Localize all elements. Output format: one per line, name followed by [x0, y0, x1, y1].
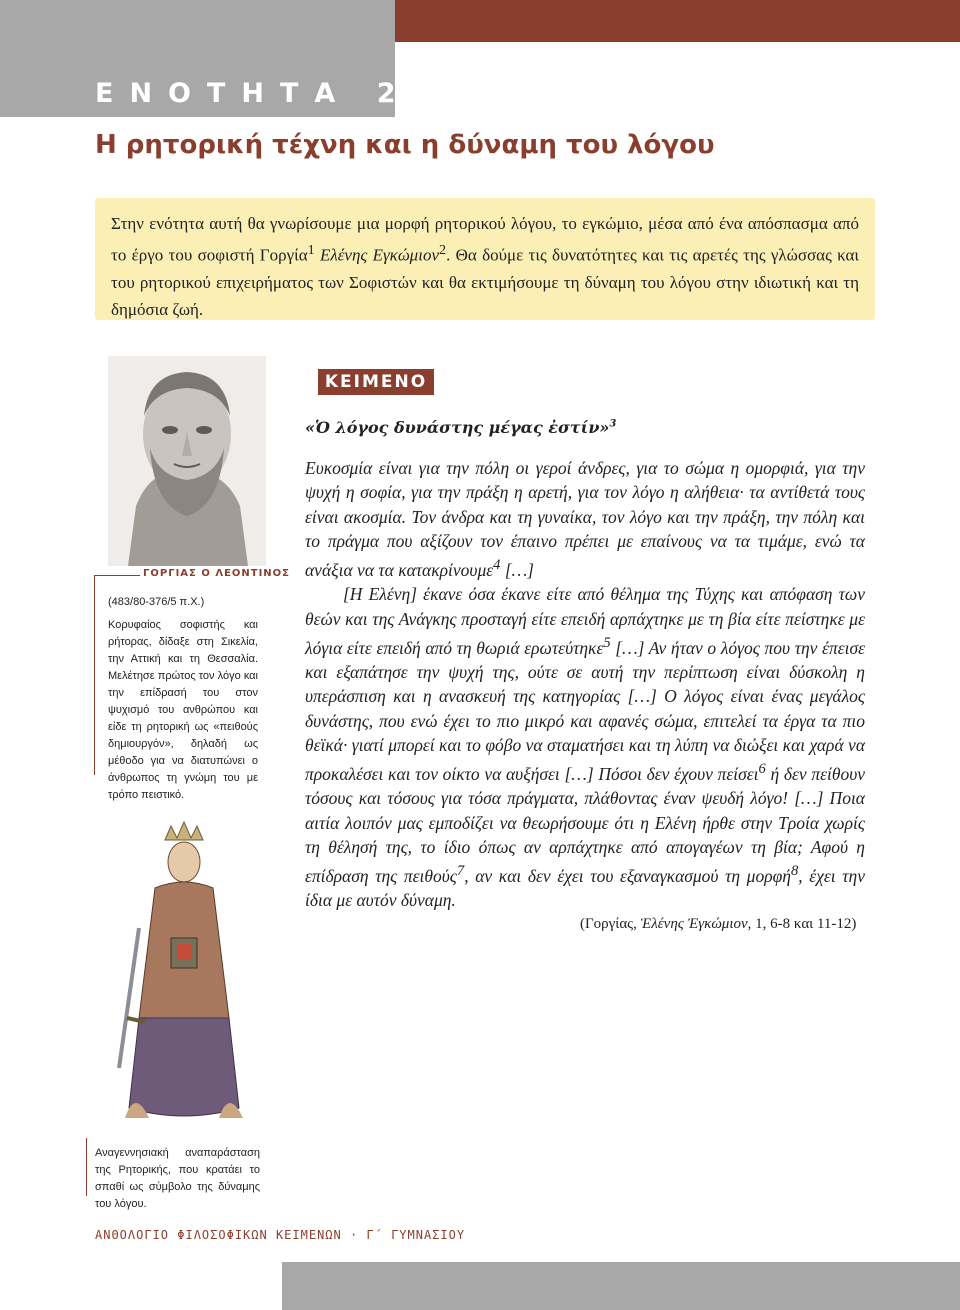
intro-box [95, 198, 875, 320]
intro-text: Στην ενότητα αυτή θα γνωρίσουμε μια μορφή ρητορικού λόγου, το εγκώμιο, μέσα από ένα απόσπασμα από το έργο του σοφιστή Γοργία$^1$ Ελένης Εγκώμιον$^2$. Θα δούμε τις δυνατότητες και τις αρετές της γλώσσας και του ρητορικού επιχειρήματος των Σοφιστών και θα εκτιμήσουμε τη δύναμη του λόγου στην ιδιωτική και τη δημόσια ζωή. [111, 214, 859, 319]
citation: (Γοργίας, Ἑλένης Ἐγκώμιον, 1, 6-8 και 11-12) [580, 916, 857, 932]
page-title: Η ρητορική τέχνη και η δύναμη του λόγου [95, 130, 715, 160]
rhetoric-illustration [105, 818, 263, 1138]
portrait-caption [108, 594, 258, 804]
caption-rule [94, 575, 140, 576]
text-section-badge: ΚΕΙΜΕΝΟ [318, 369, 434, 395]
gorgias-bust-image [108, 356, 266, 566]
main-text [305, 456, 865, 913]
paragraph-1: Ευκοσμία είναι για την πόλη οι γεροί άνδρες, για το σώμα η ομορφιά, για την ψυχή η σοφία, για την πράξη η αρετή, για τον λόγο η αλήθεια· τα αντίθετά τους είναι ακοσμία. Τον άνδρα και τη γυναίκα, τον λόγο και την πράξη, την πόλη και το πράγμα που αξίζουν τον έπαινο πρέπει με επαίνους να τα τιμάμε, ενώ τα ανάξια να τα κατακρίνουμε$^4$ […] [305, 458, 865, 581]
portrait-caption-title: ΓΟΡΓΙΑΣ Ο ΛΕΟΝΤΙΝΟΣ [143, 568, 291, 579]
text-title: «Ὁ λόγος δυνάστης μέγας ἐστίν»$^3$ [305, 418, 617, 437]
unit-label: ΕΝΟΤΗΤΑ 2η [95, 78, 447, 109]
rhetoric-caption: Αναγεννησιακή αναπαράσταση της Ρητορικής, που κρατάει το σπαθί ως σύμβολο της δύναμης του λόγου. [95, 1147, 260, 1210]
caption-description: Κορυφαίος σοφιστής και ρήτορας, δίδαξε στη Σικελία, την Αττική και τη Θεσσαλία. Μελέτησε πρώτος τον λόγο και την επίδρασή του στον ψυχισμό του ανθρώπου και είδε τη ρητορική ως «πειθούς δημιουργόν», δηλαδή ως μέθοδο για να διατυπώνει ο άνθρωπος τη γνώμη του με τρόπο πειστικό. [108, 619, 258, 801]
paragraph-2: [Η Ελένη] έκανε όσα έκανε είτε από θέλημα της Τύχης και απόφαση των θεών και της Ανάγκης προσταγή είτε επειδή αρπάχτηκε με τη βία είτε πείστηκε με λόγια είτε επειδή από τη θωριά ερωτεύτηκε$^5$ […] Αν ήταν ο λόγος που την έπεισε και εξαπάτησε την ψυχή της, ούτε σε αυτή την περίπτωση είναι δύσκολη η υπεράσπιση και η ανασκευή της κατηγορίας […] Ο λόγος είναι ένας μεγάλος δυνάστης, που ενώ έχει το πιο μικρό και αφανές σώμα, επιτελεί τα έργα τα πιο θεϊκά· γιατί μπορεί και το φόβο να σταματήσει και τη λύπη να διώξει και χαρά να προκαλέσει και τον οίκτο να αυξήσει […] Πόσοι δεν έχουν πείσει$^6$ ή δεν πείθουν τόσους και τόσους για τόσα πράγματα, πλάθοντας έναν ψευδή λόγο! […] Ποια αιτία λοιπόν μας εμποδίζει να θεωρήσουμε ότι η Ελένη ήρθε στην Τροία χωρίς τη θέλησή της, το ίδιο όπως αν αρπάχτηκε από απογαγέων τη βία; Αφού η επίδραση της πειθούς$^7$, αν και δεν έχει του εξαναγκασμού τη μορφή$^8$, έχει την ίδια με αυτόν δύναμη. [305, 584, 865, 911]
caption-vline [94, 575, 95, 775]
rhetoric-caption-vline [86, 1138, 87, 1196]
caption-dates: (483/80-376/5 π.Χ.) [108, 596, 205, 608]
rhetoric-figure-image [105, 818, 263, 1138]
footer-gray-band [282, 1262, 960, 1310]
bust-illustration [108, 356, 266, 566]
header-brown-band [395, 0, 960, 42]
footer-label: ΑΝΘΟΛΟΓΙΟ ΦΙΛΟΣΟΦΙΚΩΝ ΚΕΙΜΕΝΩΝ · Γ΄ ΓΥΜΝΑΣΙΟΥ [95, 1228, 466, 1242]
